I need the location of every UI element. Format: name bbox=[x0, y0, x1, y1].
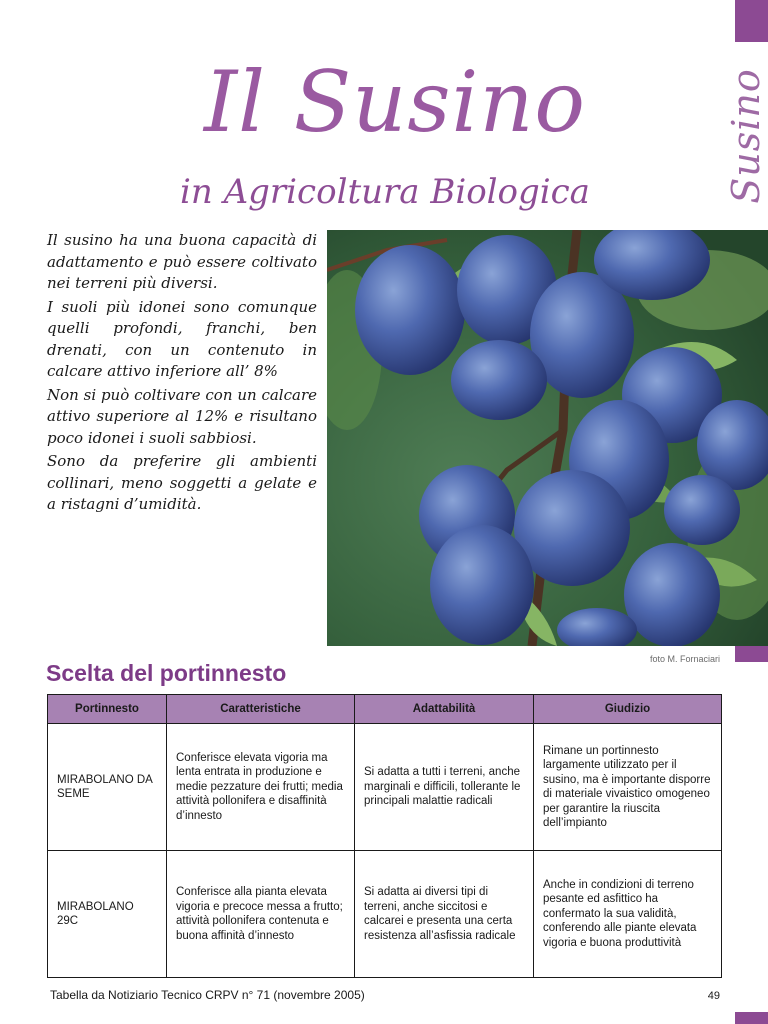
intro-paragraph-1: Il susino ha una buona capacità di adattamento e può essere coltivato nei terreni più diversi. bbox=[47, 231, 317, 292]
side-tab-label bbox=[724, 68, 768, 204]
plum-photo-illustration bbox=[327, 230, 768, 646]
intro-paragraph-4: Sono da preferire gli ambienti collinari, meno soggetti a gelate e a ristagni d’umidità. bbox=[47, 452, 317, 513]
side-tab-text: Susino bbox=[724, 68, 768, 204]
header-caratteristiche: Caratteristiche bbox=[167, 695, 355, 724]
cell-characteristics: Conferisce alla pianta elevata vigoria e precoce messa a frutto; attività pollonifera contenuta e buona affinità d’innesto bbox=[167, 851, 355, 978]
header-giudizio: Giudizio bbox=[534, 695, 722, 724]
table-source-note: Tabella da Notiziario Tecnico CRPV n° 71 (novembre 2005) bbox=[50, 988, 365, 1002]
table-row bbox=[48, 851, 722, 978]
chapter-tab-top bbox=[735, 0, 768, 42]
header-portinnesto: Portinnesto bbox=[48, 695, 167, 724]
header-adattabilita: Adattabilità bbox=[355, 695, 534, 724]
cell-characteristics: Conferisce elevata vigoria ma lenta entrata in produzione e medie pezzature dei frutti; media attività pollonifera e disaffinità d’innesto bbox=[167, 724, 355, 851]
table-row bbox=[48, 724, 722, 851]
plum-photo bbox=[327, 230, 768, 646]
intro-text bbox=[47, 230, 317, 518]
rootstock-table bbox=[47, 694, 722, 978]
page-title: Il Susino bbox=[203, 53, 587, 151]
section-title: Scelta del portinnesto bbox=[46, 660, 287, 686]
cell-adaptability: Si adatta a tutti i terreni, anche marginali e difficili, tollerante le principali malattie radicali bbox=[355, 724, 534, 851]
photo-credit: foto M. Fornaciari bbox=[649, 654, 720, 664]
chapter-tab-mid bbox=[735, 646, 768, 662]
table-header-row bbox=[48, 695, 722, 724]
cell-rootstock-name: MIRABOLANO DA SEME bbox=[48, 724, 167, 851]
page-number: 49 bbox=[707, 990, 720, 1002]
cell-adaptability: Si adatta ai diversi tipi di terreni, anche siccitosi e calcarei e presenta una certa resistenza all’asfissia radicale bbox=[355, 851, 534, 978]
intro-paragraph-2: I suoli più idonei sono comunque quelli profondi, franchi, ben drenati, con un contenuto in calcare attivo inferiore all’ 8% bbox=[47, 297, 317, 380]
cell-rootstock-name: MIRABOLANO 29C bbox=[48, 851, 167, 978]
page-subtitle: in Agricoltura Biologica bbox=[180, 172, 590, 212]
chapter-tab-bottom bbox=[735, 1012, 768, 1024]
cell-judgement: Rimane un portinnesto largamente utilizzato per il susino, ma è importante disporre di materiale vivaistico omogeneo per garantire la riuscita dell’impianto bbox=[534, 724, 722, 851]
cell-judgement: Anche in condizioni di terreno pesante ed asfittico ha confermato la sua validità, conferendo alle piante elevata vigoria e buona produttività bbox=[534, 851, 722, 978]
intro-paragraph-3: Non si può coltivare con un calcare attivo superiore al 12% e risultano poco idonei i suoli sabbiosi. bbox=[47, 385, 317, 447]
